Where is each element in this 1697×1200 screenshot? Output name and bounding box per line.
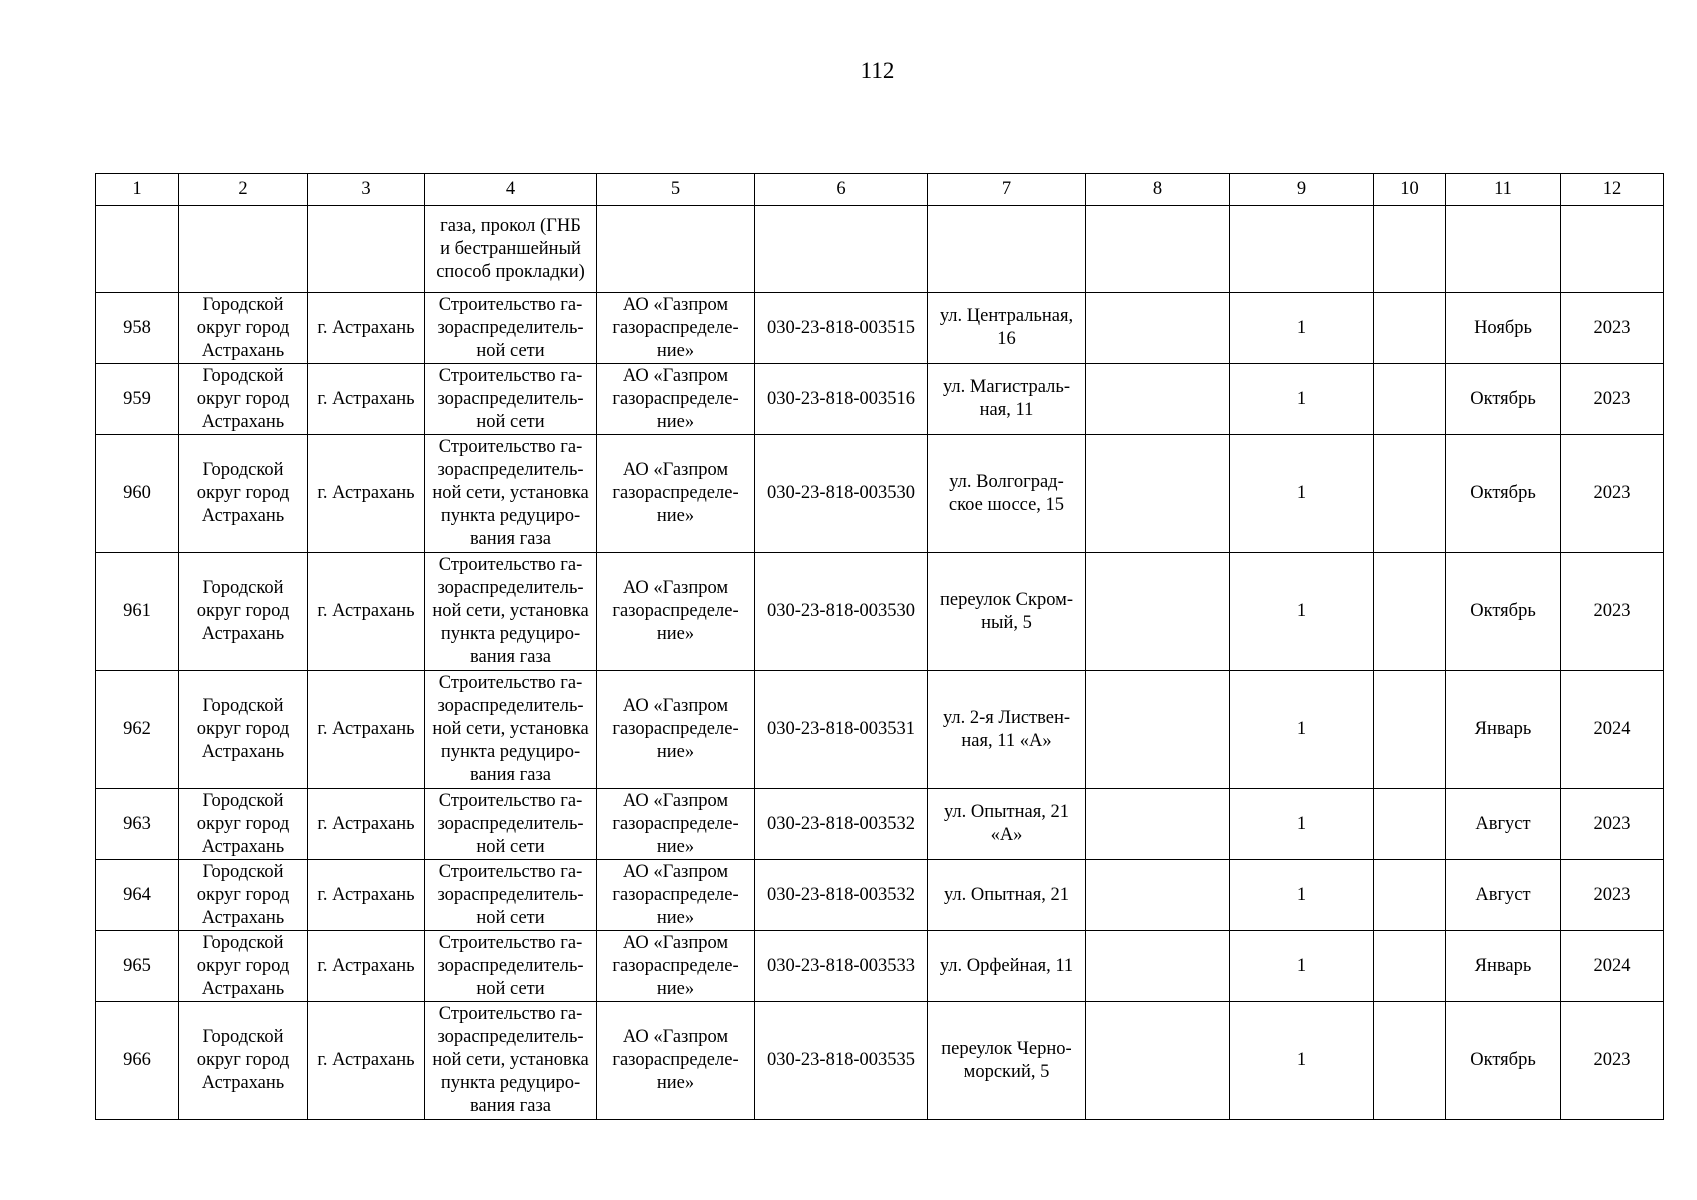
code-cell: 030-23-818-003535	[755, 1002, 928, 1120]
table-row	[96, 671, 1664, 789]
city-cell: г. Астрахань	[308, 293, 425, 364]
address-cell: ул. Волгоград- ское шоссе, 15	[928, 435, 1086, 553]
row-number-cell: 958	[96, 293, 179, 364]
header-row	[96, 174, 1664, 206]
address-cell: переулок Черно- морский, 5	[928, 1002, 1086, 1120]
district-cell: Городской округ город Астрахань	[179, 435, 308, 553]
header-cell-4: 4	[425, 174, 597, 206]
row-number-cell: 965	[96, 931, 179, 1002]
month-cell: Октябрь	[1446, 553, 1561, 671]
col9-cell: 1	[1230, 931, 1374, 1002]
year-cell: 2024	[1561, 671, 1664, 789]
address-cell: переулок Скром- ный, 5	[928, 553, 1086, 671]
continuation-cell-2	[179, 206, 308, 293]
table-row	[96, 435, 1664, 553]
district-cell: Городской округ город Астрахань	[179, 1002, 308, 1120]
address-cell: ул. Опытная, 21 «А»	[928, 789, 1086, 860]
col9-cell: 1	[1230, 671, 1374, 789]
table-row	[96, 931, 1664, 1002]
work-cell: Строительство га- зораспределитель- ной сети, установка пункта редуциро- вания газа	[425, 435, 597, 553]
header-cell-8: 8	[1086, 174, 1230, 206]
table-row	[96, 1002, 1664, 1120]
organization-cell: АО «Газпром газораспределе- ние»	[597, 860, 755, 931]
col10-cell	[1374, 364, 1446, 435]
address-cell: ул. Орфейная, 11	[928, 931, 1086, 1002]
district-cell: Городской округ город Астрахань	[179, 931, 308, 1002]
work-cell: Строительство га- зораспределитель- ной сети	[425, 364, 597, 435]
work-cell: Строительство га- зораспределитель- ной сети	[425, 789, 597, 860]
year-cell: 2023	[1561, 364, 1664, 435]
col8-cell	[1086, 931, 1230, 1002]
continuation-cell-5	[597, 206, 755, 293]
continuation-cell-7	[928, 206, 1086, 293]
district-cell: Городской округ город Астрахань	[179, 364, 308, 435]
organization-cell: АО «Газпром газораспределе- ние»	[597, 789, 755, 860]
district-cell: Городской округ город Астрахань	[179, 860, 308, 931]
col9-cell: 1	[1230, 364, 1374, 435]
address-cell: ул. Опытная, 21	[928, 860, 1086, 931]
row-number-cell: 961	[96, 553, 179, 671]
code-cell: 030-23-818-003516	[755, 364, 928, 435]
city-cell: г. Астрахань	[308, 553, 425, 671]
table-header	[96, 174, 1664, 206]
district-cell: Городской округ город Астрахань	[179, 553, 308, 671]
work-cell: Строительство га- зораспределитель- ной сети	[425, 293, 597, 364]
header-cell-1: 1	[96, 174, 179, 206]
header-cell-2: 2	[179, 174, 308, 206]
col9-cell: 1	[1230, 1002, 1374, 1120]
table-row	[96, 293, 1664, 364]
organization-cell: АО «Газпром газораспределе- ние»	[597, 1002, 755, 1120]
row-number-cell: 964	[96, 860, 179, 931]
code-cell: 030-23-818-003515	[755, 293, 928, 364]
col9-cell: 1	[1230, 789, 1374, 860]
organization-cell: АО «Газпром газораспределе- ние»	[597, 435, 755, 553]
continuation-cell-1	[96, 206, 179, 293]
row-number-cell: 963	[96, 789, 179, 860]
continuation-cell-8	[1086, 206, 1230, 293]
col10-cell	[1374, 931, 1446, 1002]
code-cell: 030-23-818-003530	[755, 553, 928, 671]
code-cell: 030-23-818-003530	[755, 435, 928, 553]
row-number-cell: 966	[96, 1002, 179, 1120]
table-body	[96, 206, 1664, 1120]
month-cell: Октябрь	[1446, 364, 1561, 435]
work-cell: Строительство га- зораспределитель- ной сети, установка пункта редуциро- вания газа	[425, 553, 597, 671]
col9-cell: 1	[1230, 860, 1374, 931]
district-cell: Городской округ город Астрахань	[179, 671, 308, 789]
code-cell: 030-23-818-003531	[755, 671, 928, 789]
month-cell: Ноябрь	[1446, 293, 1561, 364]
continuation-cell-9	[1230, 206, 1374, 293]
city-cell: г. Астрахань	[308, 860, 425, 931]
col8-cell	[1086, 435, 1230, 553]
header-cell-12: 12	[1561, 174, 1664, 206]
city-cell: г. Астрахань	[308, 1002, 425, 1120]
col10-cell	[1374, 671, 1446, 789]
continuation-cell-6	[755, 206, 928, 293]
col10-cell	[1374, 789, 1446, 860]
col8-cell	[1086, 553, 1230, 671]
year-cell: 2023	[1561, 293, 1664, 364]
city-cell: г. Астрахань	[308, 435, 425, 553]
month-cell: Январь	[1446, 671, 1561, 789]
col10-cell	[1374, 435, 1446, 553]
organization-cell: АО «Газпром газораспределе- ние»	[597, 931, 755, 1002]
continuation-row	[96, 206, 1664, 293]
address-cell: ул. Центральная, 16	[928, 293, 1086, 364]
header-cell-9: 9	[1230, 174, 1374, 206]
city-cell: г. Астрахань	[308, 671, 425, 789]
organization-cell: АО «Газпром газораспределе- ние»	[597, 364, 755, 435]
table-row	[96, 789, 1664, 860]
year-cell: 2023	[1561, 860, 1664, 931]
city-cell: г. Астрахань	[308, 789, 425, 860]
continuation-cell-3	[308, 206, 425, 293]
month-cell: Август	[1446, 860, 1561, 931]
month-cell: Январь	[1446, 931, 1561, 1002]
table-row	[96, 553, 1664, 671]
col8-cell	[1086, 671, 1230, 789]
col8-cell	[1086, 293, 1230, 364]
organization-cell: АО «Газпром газораспределе- ние»	[597, 671, 755, 789]
month-cell: Август	[1446, 789, 1561, 860]
table-row	[96, 364, 1664, 435]
year-cell: 2024	[1561, 931, 1664, 1002]
year-cell: 2023	[1561, 1002, 1664, 1120]
code-cell: 030-23-818-003532	[755, 789, 928, 860]
col8-cell	[1086, 1002, 1230, 1120]
col10-cell	[1374, 553, 1446, 671]
continuation-cell-11	[1446, 206, 1561, 293]
row-number-cell: 962	[96, 671, 179, 789]
code-cell: 030-23-818-003533	[755, 931, 928, 1002]
table-row	[96, 860, 1664, 931]
continuation-cell-12	[1561, 206, 1664, 293]
year-cell: 2023	[1561, 789, 1664, 860]
data-table	[95, 173, 1664, 1120]
col10-cell	[1374, 860, 1446, 931]
col8-cell	[1086, 789, 1230, 860]
code-cell: 030-23-818-003532	[755, 860, 928, 931]
organization-cell: АО «Газпром газораспределе- ние»	[597, 293, 755, 364]
header-cell-7: 7	[928, 174, 1086, 206]
page-number: 112	[860, 58, 895, 83]
district-cell: Городской округ город Астрахань	[179, 789, 308, 860]
address-cell: ул. 2-я Листвен- ная, 11 «А»	[928, 671, 1086, 789]
month-cell: Октябрь	[1446, 1002, 1561, 1120]
col8-cell	[1086, 364, 1230, 435]
city-cell: г. Астрахань	[308, 364, 425, 435]
continuation-work-cell: газа, прокол (ГНБ и бестраншейный способ прокладки)	[425, 206, 597, 293]
col9-cell: 1	[1230, 553, 1374, 671]
organization-cell: АО «Газпром газораспределе- ние»	[597, 553, 755, 671]
year-cell: 2023	[1561, 553, 1664, 671]
header-cell-5: 5	[597, 174, 755, 206]
work-cell: Строительство га- зораспределитель- ной сети	[425, 860, 597, 931]
row-number-cell: 959	[96, 364, 179, 435]
month-cell: Октябрь	[1446, 435, 1561, 553]
city-cell: г. Астрахань	[308, 931, 425, 1002]
col9-cell: 1	[1230, 435, 1374, 553]
header-cell-6: 6	[755, 174, 928, 206]
col10-cell	[1374, 1002, 1446, 1120]
work-cell: Строительство га- зораспределитель- ной сети, установка пункта редуциро- вания газа	[425, 1002, 597, 1120]
work-cell: Строительство га- зораспределитель- ной сети	[425, 931, 597, 1002]
header-cell-10: 10	[1374, 174, 1446, 206]
col8-cell	[1086, 860, 1230, 931]
district-cell: Городской округ город Астрахань	[179, 293, 308, 364]
header-cell-3: 3	[308, 174, 425, 206]
row-number-cell: 960	[96, 435, 179, 553]
work-cell: Строительство га- зораспределитель- ной сети, установка пункта редуциро- вания газа	[425, 671, 597, 789]
continuation-cell-10	[1374, 206, 1446, 293]
address-cell: ул. Магистраль- ная, 11	[928, 364, 1086, 435]
year-cell: 2023	[1561, 435, 1664, 553]
col9-cell: 1	[1230, 293, 1374, 364]
header-cell-11: 11	[1446, 174, 1561, 206]
col10-cell	[1374, 293, 1446, 364]
